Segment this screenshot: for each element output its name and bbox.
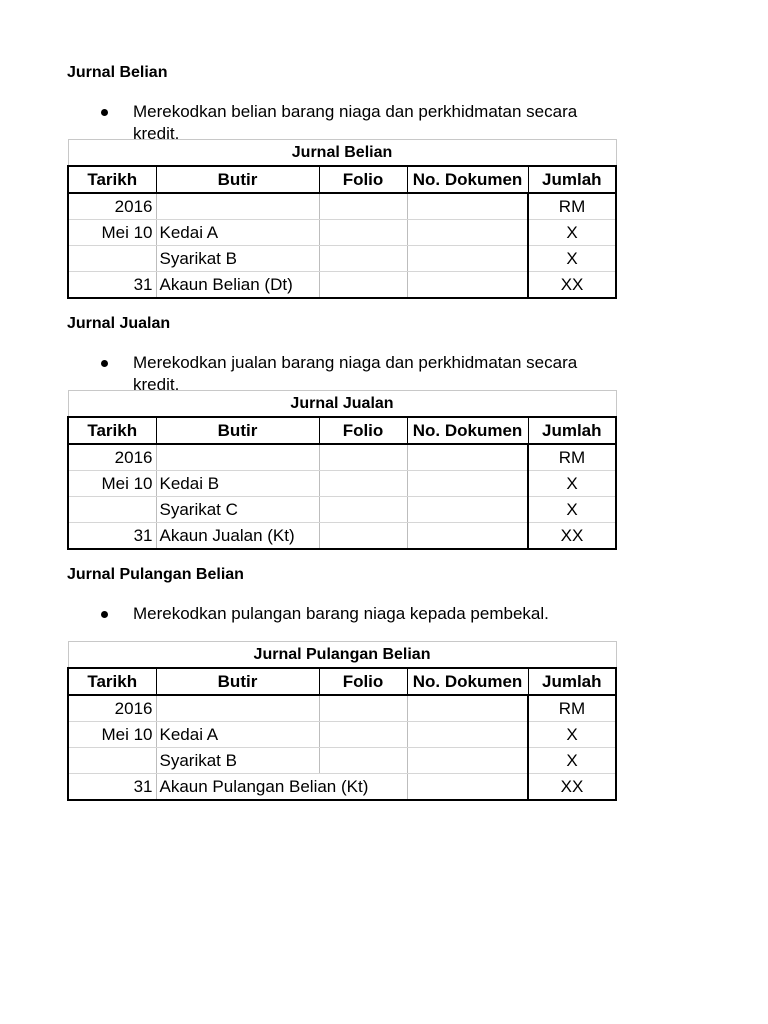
table-row (68, 444, 616, 471)
column-header-folio: Folio (319, 668, 407, 695)
table-row (68, 471, 616, 497)
cell-folio (319, 722, 407, 748)
table-title: Jurnal Jualan (68, 391, 616, 418)
cell-folio (319, 471, 407, 497)
table-row (68, 722, 616, 748)
column-header-no-dokumen: No. Dokumen (407, 668, 528, 695)
cell-no-dokumen (407, 444, 528, 471)
cell-butir: Akaun Pulangan Belian (Kt) (156, 774, 407, 801)
cell-no-dokumen (407, 523, 528, 550)
column-header-butir: Butir (156, 668, 319, 695)
cell-tarikh: Mei 10 (68, 471, 156, 497)
bullet-text: Merekodkan pulangan barang niaga kepada pembekal. (133, 604, 549, 623)
cell-tarikh: Mei 10 (68, 220, 156, 246)
table-row-total (68, 272, 616, 299)
column-header-folio: Folio (319, 417, 407, 444)
section-jurnal-belian (67, 63, 627, 299)
cell-no-dokumen (407, 695, 528, 722)
bullet-text: Merekodkan belian barang niaga dan perkhidmatan secara kredit. (133, 102, 578, 143)
bullet-item (67, 603, 627, 625)
cell-no-dokumen (407, 246, 528, 272)
cell-no-dokumen (407, 272, 528, 299)
column-header-tarikh: Tarikh (68, 166, 156, 193)
table-row-total (68, 774, 616, 801)
cell-butir: Akaun Jualan (Kt) (156, 523, 319, 550)
bullet-item (67, 101, 627, 143)
cell-folio (319, 193, 407, 220)
cell-tarikh: 2016 (68, 695, 156, 722)
cell-tarikh: 31 (68, 774, 156, 801)
section-jurnal-pulangan-belian (67, 565, 627, 801)
cell-tarikh: 2016 (68, 193, 156, 220)
cell-jumlah: X (528, 497, 616, 523)
cell-folio (319, 497, 407, 523)
cell-butir (156, 444, 319, 471)
cell-tarikh: 31 (68, 523, 156, 550)
cell-butir (156, 695, 319, 722)
bullet-item (67, 352, 627, 394)
cell-jumlah: RM (528, 193, 616, 220)
cell-no-dokumen (407, 497, 528, 523)
cell-folio (319, 272, 407, 299)
table-row (68, 695, 616, 722)
cell-no-dokumen (407, 220, 528, 246)
cell-jumlah: X (528, 471, 616, 497)
column-header-jumlah: Jumlah (528, 417, 616, 444)
column-header-butir: Butir (156, 166, 319, 193)
column-header-jumlah: Jumlah (528, 166, 616, 193)
table-row (68, 497, 616, 523)
table-header-row (68, 166, 616, 193)
table-title-row (68, 642, 616, 669)
table-row (68, 220, 616, 246)
column-header-no-dokumen: No. Dokumen (407, 417, 528, 444)
cell-no-dokumen (407, 193, 528, 220)
cell-jumlah: X (528, 246, 616, 272)
cell-jumlah: X (528, 722, 616, 748)
cell-folio (319, 246, 407, 272)
cell-jumlah: X (528, 748, 616, 774)
cell-butir: Akaun Belian (Dt) (156, 272, 319, 299)
cell-jumlah: XX (528, 523, 616, 550)
cell-no-dokumen (407, 722, 528, 748)
cell-jumlah: XX (528, 774, 616, 801)
journal-table (67, 139, 617, 299)
cell-folio (319, 695, 407, 722)
cell-tarikh (68, 497, 156, 523)
column-header-butir: Butir (156, 417, 319, 444)
column-header-jumlah: Jumlah (528, 668, 616, 695)
table-row-total (68, 523, 616, 550)
cell-jumlah: X (528, 220, 616, 246)
bullet-icon (101, 109, 108, 116)
cell-folio (319, 444, 407, 471)
cell-butir: Kedai A (156, 722, 319, 748)
bullet-icon (101, 360, 108, 367)
cell-jumlah: XX (528, 272, 616, 299)
table-header-row (68, 417, 616, 444)
cell-butir: Syarikat B (156, 246, 319, 272)
table-row (68, 246, 616, 272)
column-header-tarikh: Tarikh (68, 417, 156, 444)
cell-tarikh: 2016 (68, 444, 156, 471)
cell-no-dokumen (407, 748, 528, 774)
table-title: Jurnal Belian (68, 140, 616, 167)
journal-table (67, 390, 617, 550)
cell-butir: Kedai B (156, 471, 319, 497)
section-jurnal-jualan (67, 314, 627, 550)
column-header-folio: Folio (319, 166, 407, 193)
bullet-text: Merekodkan jualan barang niaga dan perkhidmatan secara kredit. (133, 353, 578, 394)
cell-tarikh: 31 (68, 272, 156, 299)
cell-butir: Syarikat B (156, 748, 319, 774)
cell-folio (319, 748, 407, 774)
cell-jumlah: RM (528, 444, 616, 471)
cell-butir: Kedai A (156, 220, 319, 246)
column-header-no-dokumen: No. Dokumen (407, 166, 528, 193)
cell-tarikh: Mei 10 (68, 722, 156, 748)
cell-tarikh (68, 246, 156, 272)
section-heading: Jurnal Belian (67, 64, 168, 81)
cell-butir: Syarikat C (156, 497, 319, 523)
bullet-icon (101, 611, 108, 618)
table-title: Jurnal Pulangan Belian (68, 642, 616, 669)
cell-folio (319, 220, 407, 246)
cell-butir (156, 193, 319, 220)
table-row (68, 193, 616, 220)
cell-jumlah: RM (528, 695, 616, 722)
column-header-tarikh: Tarikh (68, 668, 156, 695)
cell-tarikh (68, 748, 156, 774)
journal-table (67, 641, 617, 801)
table-header-row (68, 668, 616, 695)
section-heading: Jurnal Pulangan Belian (67, 566, 244, 583)
table-row (68, 748, 616, 774)
cell-no-dokumen (407, 774, 528, 801)
section-heading: Jurnal Jualan (67, 315, 171, 332)
cell-no-dokumen (407, 471, 528, 497)
cell-folio (319, 523, 407, 550)
